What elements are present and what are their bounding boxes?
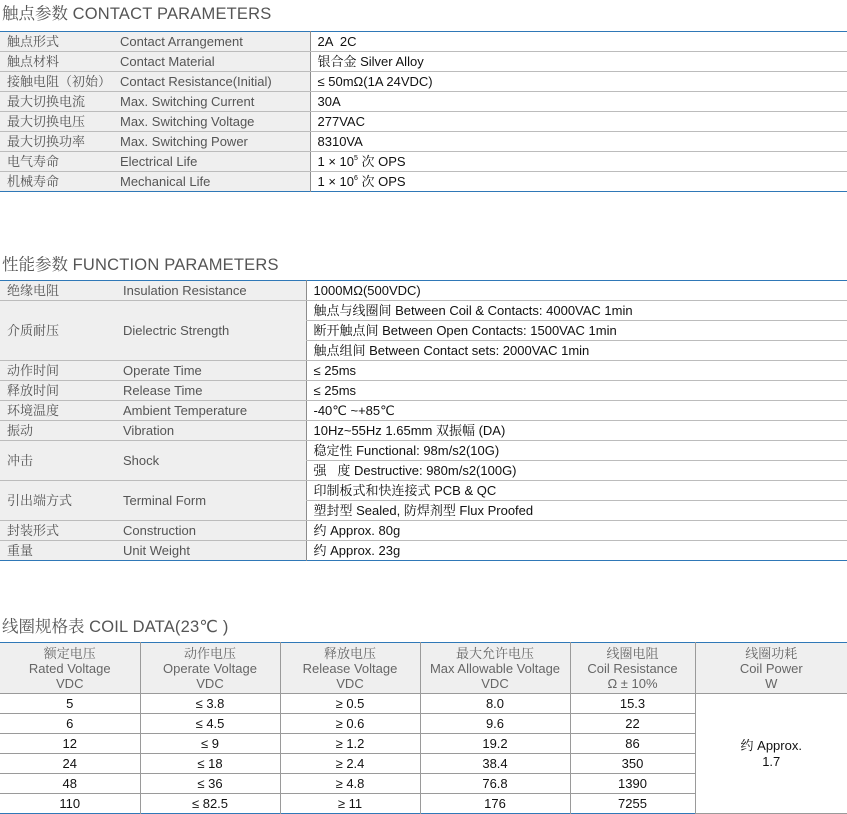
coil-header-en: Operate Voltage — [163, 660, 257, 676]
contact-value: 银合金 Silver Alloy — [310, 52, 847, 72]
life-unit: 次 OPS — [357, 174, 406, 189]
life-exponent: 6 — [354, 175, 358, 182]
contact-value: 277VAC — [310, 112, 847, 132]
construction-label-cn: 封装形式 — [0, 521, 116, 541]
contact-label-en: Electrical Life — [113, 152, 310, 172]
coil-cell: ≤ 18 — [140, 754, 280, 774]
coil-header-cell — [280, 643, 420, 694]
contact-label-cn: 触点材料 — [0, 52, 113, 72]
coil-cell: 7255 — [570, 794, 695, 814]
coil-header-en: Coil Resistance — [587, 660, 678, 676]
contact-label-cn: 最大切换功率 — [0, 132, 113, 152]
shock-label-en: Shock — [116, 441, 306, 481]
ambient-label-cn: 环境温度 — [0, 401, 116, 421]
contact-parameters-table — [0, 31, 847, 192]
coil-header-cn: 线圈功耗 — [745, 645, 798, 661]
terminal-value-2: 塑封型 Sealed, 防焊剂型 Flux Proofed — [306, 501, 847, 521]
function-row-insulation — [0, 281, 847, 301]
weight-label-cn: 重量 — [0, 541, 116, 561]
coil-cell: 350 — [570, 754, 695, 774]
coil-header-cn: 释放电压 — [323, 645, 376, 661]
coil-header-cell — [695, 643, 847, 694]
function-row-construction — [0, 521, 847, 541]
life-base: 1 × 10 — [317, 154, 355, 169]
contact-row — [0, 112, 847, 132]
terminal-label-cn: 引出端方式 — [0, 481, 116, 521]
function-parameters-table — [0, 280, 847, 561]
coil-cell: ≥ 2.4 — [280, 754, 420, 774]
contact-section-title — [2, 0, 271, 24]
contact-value: 8310VA — [310, 132, 847, 152]
coil-cell: ≥ 0.5 — [280, 694, 420, 714]
insulation-value: 1000MΩ(500VDC) — [306, 281, 847, 301]
contact-label-cn: 最大切换电压 — [0, 112, 113, 132]
contact-value: ≤ 50mΩ(1A 24VDC) — [310, 72, 847, 92]
vibration-label-en: Vibration — [116, 421, 306, 441]
coil-title-en: COIL DATA(23℃ ) — [89, 618, 229, 636]
function-row-release — [0, 381, 847, 401]
coil-header-cell — [420, 643, 570, 694]
dielectric-label-cn: 介质耐压 — [0, 301, 116, 361]
life-base: 1 × 10 — [317, 174, 355, 189]
function-row-weight — [0, 541, 847, 561]
contact-value — [310, 172, 847, 192]
contact-title-en: CONTACT PARAMETERS — [72, 5, 272, 23]
contact-row — [0, 32, 847, 52]
coil-cell: 86 — [570, 734, 695, 754]
coil-cell: 1390 — [570, 774, 695, 794]
function-row-operate — [0, 361, 847, 381]
contact-row — [0, 152, 847, 172]
function-title-en: FUNCTION PARAMETERS — [72, 256, 279, 274]
function-title-cn: 性能参数 — [2, 256, 68, 274]
coil-cell: 24 — [0, 754, 140, 774]
coil-header-unit: VDC — [481, 675, 509, 691]
coil-cell: ≤ 9 — [140, 734, 280, 754]
coil-header-unit: W — [765, 675, 778, 691]
contact-label-en: Contact Resistance(Initial) — [113, 72, 310, 92]
coil-cell: ≥ 11 — [280, 794, 420, 814]
release-label-en: Release Time — [116, 381, 306, 401]
release-label-cn: 释放时间 — [0, 381, 116, 401]
contact-label-en: Max. Switching Current — [113, 92, 310, 112]
contact-title-cn: 触点参数 — [2, 5, 68, 23]
coil-header-cn: 动作电压 — [183, 645, 236, 661]
coil-cell: ≤ 3.8 — [140, 694, 280, 714]
shock-value-1: 稳定性 Functional: 98m/s2(10G) — [306, 441, 847, 461]
weight-value: 约 Approx. 23g — [306, 541, 847, 561]
terminal-value-1: 印制板式和快连接式 PCB & QC — [306, 481, 847, 501]
function-section-title — [2, 251, 279, 275]
coil-header-en: Coil Power — [739, 660, 803, 676]
construction-label-en: Construction — [116, 521, 306, 541]
coil-header-unit: Ω ± 10% — [607, 675, 658, 691]
dielectric-label-en: Dielectric Strength — [116, 301, 306, 361]
coil-header-cell — [570, 643, 695, 694]
contact-value: 2A 2C — [310, 32, 847, 52]
coil-cell: 110 — [59, 796, 81, 811]
ambient-label-en: Ambient Temperature — [116, 401, 306, 421]
coil-section-title — [2, 613, 229, 637]
function-row-ambient — [0, 401, 847, 421]
contact-value — [310, 152, 847, 172]
coil-header-cn: 最大允许电压 — [455, 645, 534, 661]
contact-row — [0, 132, 847, 152]
coil-header-row — [0, 643, 847, 694]
contact-row — [0, 52, 847, 72]
function-row-dielectric — [0, 301, 847, 321]
contact-label-en: Contact Arrangement — [113, 32, 310, 52]
coil-header-unit: VDC — [336, 675, 364, 691]
coil-power-label: 约 Approx. — [740, 737, 802, 753]
contact-label-en: Max. Switching Voltage — [113, 112, 310, 132]
coil-cell: ≤ 36 — [140, 774, 280, 794]
contact-row — [0, 72, 847, 92]
coil-cell: ≥ 1.2 — [280, 734, 420, 754]
contact-row — [0, 172, 847, 192]
contact-value: 30A — [310, 92, 847, 112]
ambient-value: -40℃ ~+85℃ — [306, 401, 847, 421]
coil-cell: 38.4 — [420, 754, 570, 774]
coil-cell: ≥ 4.8 — [280, 774, 420, 794]
dielectric-value-2: 断开触点间 Between Open Contacts: 1500VAC 1min — [306, 321, 847, 341]
coil-header-unit: VDC — [196, 675, 224, 691]
coil-cell: 22 — [570, 714, 695, 734]
function-row-shock — [0, 441, 847, 461]
coil-power-cell — [695, 694, 847, 814]
coil-header-unit: VDC — [56, 675, 84, 691]
contact-label-en: Max. Switching Power — [113, 132, 310, 152]
operate-value: ≤ 25ms — [306, 361, 847, 381]
coil-header-cell — [140, 643, 280, 694]
contact-label-cn: 电气寿命 — [0, 152, 113, 172]
coil-header-en: Release Voltage — [302, 660, 398, 676]
contact-label-en: Mechanical Life — [113, 172, 310, 192]
insulation-label-cn: 绝缘电阻 — [0, 281, 116, 301]
contact-label-cn: 机械寿命 — [0, 172, 113, 192]
life-unit: 次 OPS — [357, 154, 406, 169]
vibration-value: 10Hz~55Hz 1.65mm 双振幅 (DA) — [306, 421, 847, 441]
dielectric-value-3: 触点组间 Between Contact sets: 2000VAC 1min — [306, 341, 847, 361]
coil-cell: 48 — [0, 774, 140, 794]
construction-value: 约 Approx. 80g — [306, 521, 847, 541]
coil-cell: 5 — [0, 694, 140, 714]
coil-data-table — [0, 642, 847, 814]
coil-header-cn: 线圈电阻 — [606, 645, 659, 661]
coil-header-en: Max Allowable Voltage — [429, 660, 561, 676]
coil-cell: ≤ 4.5 — [140, 714, 280, 734]
coil-cell: 76.8 — [420, 774, 570, 794]
function-row-terminal — [0, 481, 847, 501]
coil-row — [0, 694, 847, 714]
contact-row — [0, 92, 847, 112]
coil-cell: 176 — [420, 794, 570, 814]
release-value: ≤ 25ms — [306, 381, 847, 401]
weight-label-en: Unit Weight — [116, 541, 306, 561]
contact-label-cn: 接触电阻（初始） — [0, 72, 113, 92]
coil-header-en: Rated Voltage — [28, 660, 111, 676]
function-row-vibration — [0, 421, 847, 441]
coil-power-value: 1.7 — [762, 753, 781, 769]
shock-label-cn: 冲击 — [0, 441, 116, 481]
coil-header-cell — [0, 643, 140, 694]
coil-cell: 19.2 — [420, 734, 570, 754]
operate-label-en: Operate Time — [116, 361, 306, 381]
coil-cell: 15.3 — [570, 694, 695, 714]
coil-cell: 12 — [0, 734, 140, 754]
dielectric-value-1: 触点与线圈间 Between Coil & Contacts: 4000VAC 1min — [306, 301, 847, 321]
contact-label-cn: 触点形式 — [0, 32, 113, 52]
coil-header-cn: 额定电压 — [43, 645, 96, 661]
shock-value-2: 强 度 Destructive: 980m/s2(100G) — [306, 461, 847, 481]
operate-label-cn: 动作时间 — [0, 361, 116, 381]
coil-cell: 9.6 — [420, 714, 570, 734]
coil-cell: ≥ 0.6 — [280, 714, 420, 734]
contact-label-en: Contact Material — [113, 52, 310, 72]
coil-cell: 6 — [0, 714, 140, 734]
coil-cell: 8.0 — [420, 694, 570, 714]
coil-cell: ≤ 82.5 — [140, 794, 280, 814]
insulation-label-en: Insulation Resistance — [116, 281, 306, 301]
terminal-label-en: Terminal Form — [116, 481, 306, 521]
contact-label-cn: 最大切换电流 — [0, 92, 113, 112]
coil-title-cn: 线圈规格表 — [2, 618, 85, 636]
vibration-label-cn: 振动 — [0, 421, 116, 441]
life-exponent: 5 — [354, 155, 358, 162]
